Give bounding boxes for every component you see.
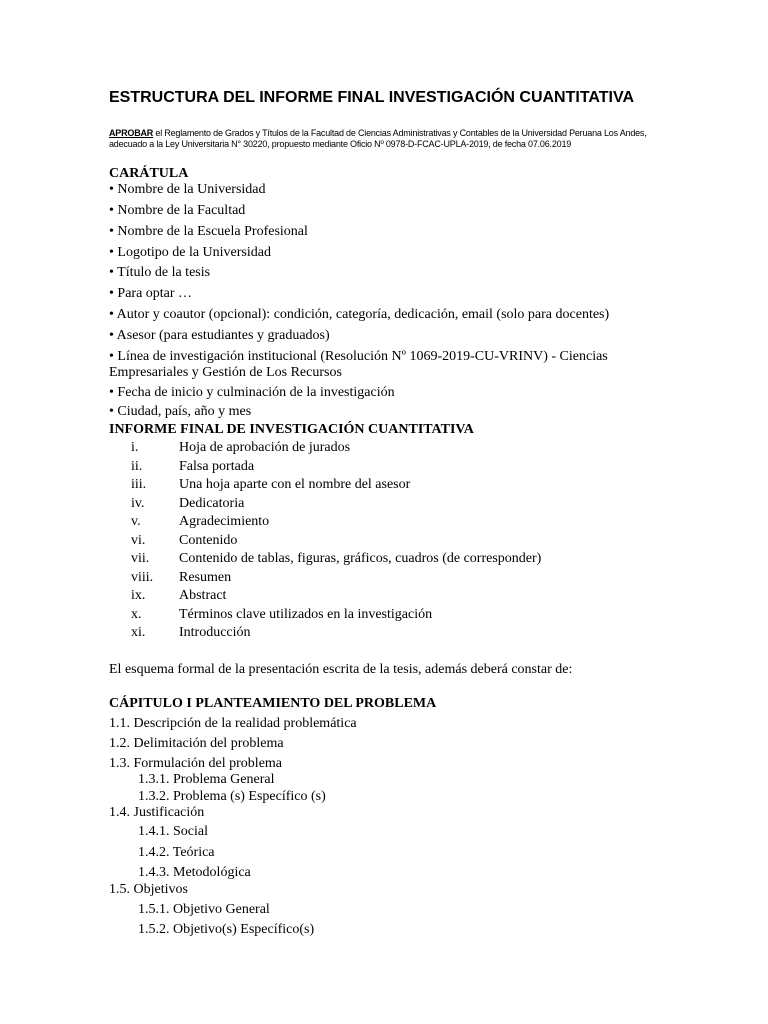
outline-subitem: 1.3.1. Problema General <box>138 772 275 787</box>
roman-numeral: ii. <box>131 458 143 474</box>
approval-text: el Reglamento de Grados y Títulos de la Facultad de Ciencias Administrativas y Contables de la Universidad Peruana Los Andes, adecuado a la Ley Universitaria N° 30220, propuesto mediante Oficio Nº 0978-D-FCAC-UPLA-2019, de fecha 07.06.2019 <box>109 128 647 149</box>
roman-numeral: iv. <box>131 495 145 511</box>
informe-item <box>109 588 629 606</box>
caratula-item: • Nombre de la Universidad <box>109 182 266 197</box>
informe-item <box>109 459 629 477</box>
capitulo-heading: CÁPITULO I PLANTEAMIENTO DEL PROBLEMA <box>109 696 437 711</box>
outline-subitem: 1.4.2. Teórica <box>138 845 215 860</box>
informe-item-text: Dedicatoria <box>179 495 245 511</box>
esquema-paragraph: El esquema formal de la presentación escrita de la tesis, además deberá constar de: <box>109 662 573 677</box>
caratula-item: • Asesor (para estudiantes y graduados) <box>109 328 330 343</box>
roman-numeral: ix. <box>131 588 146 603</box>
outline-item: 1.3. Formulación del problema <box>109 756 283 771</box>
informe-item-text: Contenido <box>179 532 238 548</box>
roman-numeral: i. <box>131 440 139 455</box>
outline-subitem: 1.5.1. Objetivo General <box>138 902 270 917</box>
informe-item-text: Agradecimiento <box>179 514 270 529</box>
roman-numeral: v. <box>131 514 141 529</box>
caratula-item: • Título de la tesis <box>109 265 211 280</box>
informe-item-text: Introducción <box>179 625 251 640</box>
caratula-item: • Autor y coautor (opcional): condición, categoría, dedicación, email (solo para docentes) <box>109 307 610 322</box>
outline-item: 1.2. Delimitación del problema <box>109 736 284 751</box>
outline-subitem: 1.5.2. Objetivo(s) Específico(s) <box>138 922 315 937</box>
informe-item <box>109 625 629 643</box>
outline-subitem: 1.3.2. Problema (s) Específico (s) <box>138 789 326 804</box>
outline-subitem: 1.4.3. Metodológica <box>138 865 251 880</box>
informe-item-text: Términos clave utilizados en la investigación <box>179 606 433 622</box>
roman-numeral: x. <box>131 606 142 622</box>
informe-item <box>109 551 629 569</box>
informe-item-text: Abstract <box>179 588 227 603</box>
roman-numeral: vii. <box>131 551 150 566</box>
roman-numeral: xi. <box>131 625 146 640</box>
informe-item <box>109 477 629 495</box>
caratula-item: • Línea de investigación institucional (Resolución Nº 1069-2019-CU-VRINV) - Ciencias Empresariales y Gestión de Los Recursos <box>109 349 608 380</box>
approval-note <box>109 128 669 150</box>
caratula-item: • Nombre de la Facultad <box>109 203 246 218</box>
informe-item-text: Una hoja aparte con el nombre del asesor <box>179 477 411 492</box>
informe-item-text: Falsa portada <box>179 458 255 474</box>
informe-item <box>109 496 629 514</box>
informe-item <box>109 607 629 625</box>
outline-item: 1.1. Descripción de la realidad problemática <box>109 716 357 731</box>
caratula-item: • Nombre de la Escuela Profesional <box>109 224 308 239</box>
approval-lead: APROBAR <box>109 128 154 138</box>
informe-item-text: Contenido de tablas, figuras, gráficos, cuadros (de corresponder) <box>179 551 542 566</box>
caratula-item: • Logotipo de la Universidad <box>109 245 271 260</box>
informe-item-text: Resumen <box>179 569 232 585</box>
caratula-heading: CARÁTULA <box>109 166 189 181</box>
informe-item <box>109 570 629 588</box>
document-title: ESTRUCTURA DEL INFORME FINAL INVESTIGACIÓN CUANTITATIVA <box>109 89 635 106</box>
informe-item <box>109 440 629 458</box>
caratula-item: • Para optar … <box>109 286 193 301</box>
caratula-item: • Ciudad, país, año y mes <box>109 404 252 419</box>
outline-item: 1.4. Justificación <box>109 805 205 820</box>
informe-heading: INFORME FINAL DE INVESTIGACIÓN CUANTITATIVA <box>109 422 474 437</box>
roman-numeral: viii. <box>131 569 154 585</box>
informe-item <box>109 533 629 551</box>
informe-item <box>109 514 629 532</box>
outline-subitem: 1.4.1. Social <box>138 824 208 839</box>
informe-item-text: Hoja de aprobación de jurados <box>179 440 351 455</box>
roman-numeral: vi. <box>131 532 146 548</box>
caratula-item: • Fecha de inicio y culminación de la investigación <box>109 385 395 400</box>
outline-item: 1.5. Objetivos <box>109 882 188 897</box>
roman-numeral: iii. <box>131 477 147 492</box>
